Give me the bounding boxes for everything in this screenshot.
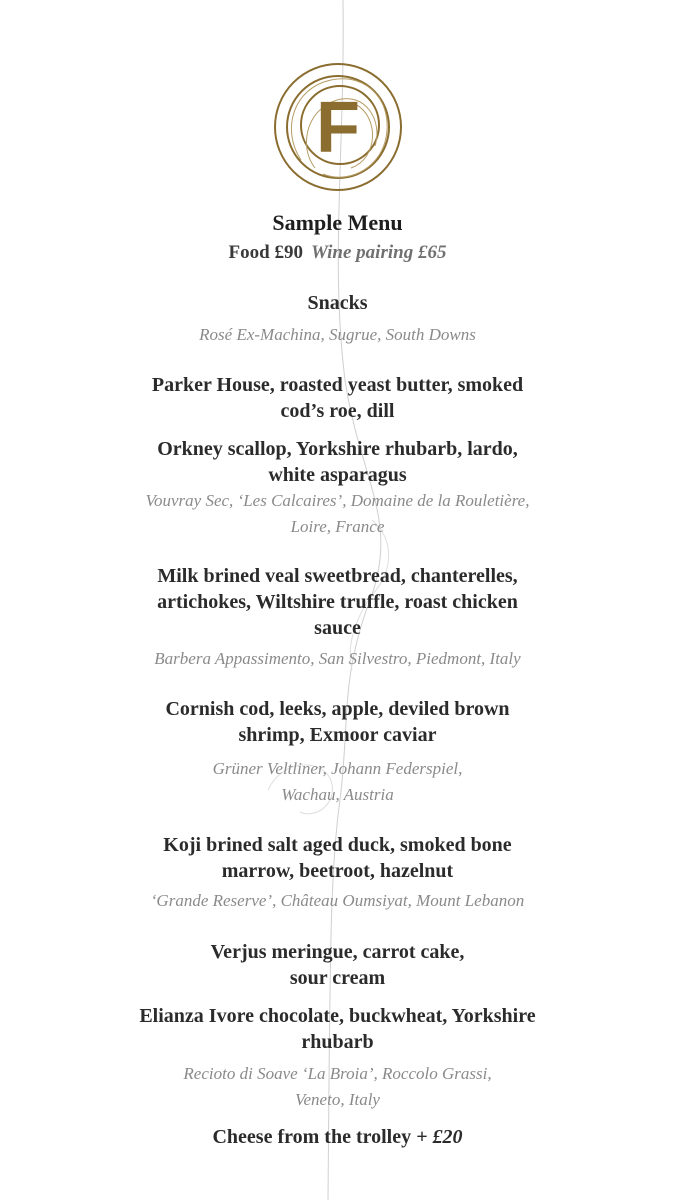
snacks-pairing: Rosé Ex-Machina, Sugrue, South Downs [199, 325, 476, 344]
pairing-line: Barbera Appassimento, San Silvestro, Piedmont, Italy [154, 649, 521, 668]
wine-pairing-price: Wine pairing £65 [310, 242, 447, 263]
wine-pairing [0, 888, 675, 914]
food-price: Food £90 [228, 242, 303, 263]
dish-line: marrow, beetroot, hazelnut [221, 860, 454, 882]
dish-line: cod’s roe, dill [280, 400, 395, 422]
dish-line: Verjus meringue, carrot cake, [210, 941, 465, 963]
dish-line: Parker House, roasted yeast butter, smoked [151, 374, 524, 396]
dish-line: Orkney scallop, Yorkshire rhubarb, lardo, [157, 438, 518, 460]
pairing-line: Wachau, Austria [281, 785, 394, 804]
course-dish [0, 563, 675, 641]
cheese-label: Cheese from the trolley [212, 1126, 412, 1148]
pairing-line: Grüner Veltliner, Johann Federspiel, [212, 759, 463, 778]
pairing-line: Vouvray Sec, ‘Les Calcaires’, Domaine de la Rouletière, [145, 491, 530, 510]
dish-line: Elianza Ivore chocolate, buckwheat, Yorkshire [139, 1005, 536, 1027]
dish-line: sour cream [289, 967, 386, 989]
dish-line: Milk brined veal sweetbread, chanterelles, [157, 565, 518, 587]
course-dish [0, 939, 675, 991]
course-dish [0, 372, 675, 424]
wine-pairing [0, 488, 675, 540]
logo-letter-f: F [316, 88, 360, 168]
cheese-course [0, 1124, 675, 1150]
dish-line: shrimp, Exmoor caviar [238, 724, 437, 746]
wine-pairing [0, 1061, 675, 1113]
cheese-supplement: + £20 [416, 1126, 463, 1148]
course-dish [0, 696, 675, 748]
pairing-line: ‘Grande Reserve’, Château Oumsiyat, Mount Lebanon [150, 891, 525, 910]
wine-pairing [0, 646, 675, 672]
dish-line: Cornish cod, leeks, apple, deviled brown [165, 698, 510, 720]
dish-line: Koji brined salt aged duck, smoked bone [163, 834, 512, 856]
dish-line: rhubarb [301, 1031, 374, 1053]
wine-pairing [0, 756, 675, 808]
course-dish [0, 1003, 675, 1055]
dish-line: white asparagus [268, 464, 407, 486]
price-line [0, 242, 675, 264]
course-dish [0, 832, 675, 884]
menu-title: Sample Menu [272, 210, 403, 235]
pairing-line: Recioto di Soave ‘La Broia’, Roccolo Grassi, [183, 1064, 492, 1083]
restaurant-logo [271, 60, 405, 194]
pairing-line: Loire, France [290, 517, 385, 536]
dish-line: sauce [314, 617, 361, 639]
dish-line: artichokes, Wiltshire truffle, roast chicken [157, 591, 518, 613]
course-dish [0, 436, 675, 488]
snacks-heading: Snacks [307, 292, 368, 314]
pairing-line: Veneto, Italy [295, 1090, 380, 1109]
